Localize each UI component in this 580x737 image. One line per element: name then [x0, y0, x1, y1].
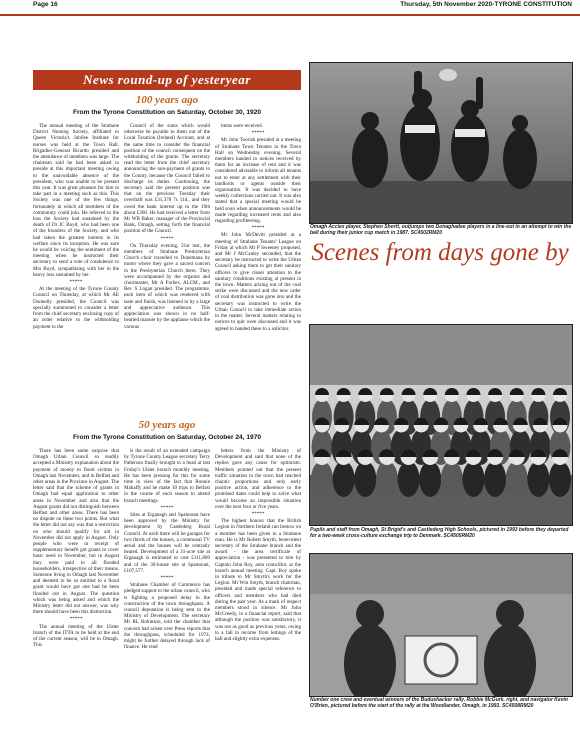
star-divider: ***** [251, 130, 265, 137]
feature-title: News round-up of yesteryear [33, 70, 301, 90]
star-divider: ***** [160, 504, 174, 511]
school-group-photo-image [310, 325, 572, 525]
group-member-body [398, 461, 420, 497]
section2-column-1 [33, 448, 119, 733]
star-divider: ***** [160, 575, 174, 582]
group-member-body [333, 461, 355, 497]
article-paragraph: is the result of an extended campaign by Tyrone County League secretary Terry Patterson finally brought to a head at last Friday's Ulster branch monthly meeting. He has been pressing for this for some time in view of the fact that Ronnie Mahaffy and he make 10 trips to Belfast in the course of each season to attend branch meetings. [124, 448, 210, 504]
issue-date: Thursday, 5th November 2020-TYRONE CONSTITUTION [400, 1, 572, 8]
group-member-body [527, 461, 549, 497]
rally-crew-photo-image [310, 554, 572, 696]
star-divider: ***** [69, 279, 83, 286]
article-paragraph: The annual meeting of the Ulster branch of the ITTA to be held at the end of the current season, will be in Omagh. This [33, 623, 119, 649]
star-divider: ***** [160, 235, 174, 242]
section2-column-2 [124, 448, 210, 733]
article-paragraph: Mr John Toorish presided at a meeting of Strabane Town Tenants in the Town Hall on Wednesday evening. Several members handed in notices received by them for an increase of rent and it was considered advisable to inform all tenants not to enter at any settlement with their landlords or agents outside their organisation. It was decided to have weekly collections carried out. It was also stated that a special meeting would be held soon when announcements would be made regarding increased rents and also regarding profiteering. [215, 137, 301, 225]
section1-column-3 [215, 123, 301, 415]
article-paragraph: Mr John McDevitt presided at a meeting of Strabane Tenants' League on Friday at which Mr P Sweeney proposed, and Mr J McCauley seconded, that the secretary be instructed to write the Urban Council asking them to get their sanitary officers to give closer attention to the sanitary conditions existing at present in the town. Matters arising out of the coal strike were discussed and the new order of coal distribution was gone into and the secretary was instructed to write the Urban Council to take immediate action in the matter. Several matters relating to notices to quit were discussed and it was agreed to handed these to a solicitor. [215, 232, 301, 332]
rally-crew-photo-caption: Number one crew and eventual winners of the Budushacker rally, Robbie McGurk, right, and navigator Kevin O'Brien, pictured before the start of the rally at the Woodlander, Omagh, in 1993. SC4508RM20 [310, 697, 568, 709]
article-paragraph: The annual meeting of the Strabane District Nursing Society, affiliated to Queen Victoria's Jubilee Institute for nurses was held at the Town Hall. Brigadier-General Ricardo presided and the attendance of members was large. The chairman said he had been asked to preside at this important meeting owing to the unavoidable absence of the president, who was unable to be present this year. It was great pleasure for him to take part in a meeting such as this. This Society was one of the few things, fortunately in which all members of the community could join. He referred to the loss the Society had sustained by the death of Dr JC Boyd, who had been one of the founders of the Society, and who had taken the greatest interest in its welfare since its inception. He was sure he would be voicing the sentiment of the meeting when he instructed their secretary to send a vote of condolence to Mrs Boyd, sympathising with her in the heavy loss sustained by her. [33, 123, 119, 278]
article-paragraph: Council of the sums which would otherwise be payable to them out of the Local Taxation (Ireland) Account, and at the same time to consider the financial position of the council consequent on the withholding of the grants. The secretary read the letter from the chief secretary announcing the non-payment of grants to the County, because the Council failed to discharge its duties. Continuing, the secretary said the present position was that on the previous Tuesday their overdraft was £31,378 7s 11d., and they owed the bank interest up to the 19th about £360. He had received a letter from Mr WB Baker, manager of the Provincial Bank, Omagh, setting forth the financial position of the Council. [124, 123, 210, 235]
group-member-body [484, 461, 506, 497]
section1-heading: 100 years ago [135, 94, 199, 106]
rugby-photo [309, 62, 573, 224]
article-paragraph: Strabane Chamber of Commerce has pledged support to the urban council, who is fighting a proposed delay in the construction of the town throughpass. A council deputation is being sent to the Ministry of Development. The secretary Mr RL Robinson, told the chamber that concern had arisen over Press reports that the throughpass, scheduled for 1974, might be further delayed through lack of finance. He read [124, 582, 210, 651]
school-group-photo-caption: Pupils and staff from Omagh, St Brigid's and Castlederg High Schools, pictured in 1993 before they departed for a two-week cross-culture exchange trip to Denmark. SC4505RM20 [310, 527, 569, 539]
group-member-body [376, 461, 398, 497]
rugby-photo-caption: Omagh Accies player, Stephen Shortt, outjumps two Donaghadee players in a line-out in an attempt to win the ball during their junior cup match in 1987. SC4502RM20 [310, 224, 572, 236]
article-paragraph: On Thursday evening, 21st inst, the members of Strabane Presbyterian Church choir travelled to Donemana by motor where they gave a sacred concert in the Presbyterian Church there. They were accompanied by the organist and choirmaster, Mr A Forbes, ALCM., and Rev S Logan presided. The programme, each item of which was rendered with taste and finish, was listened to by a large and appreciative audience. This appreciation was shown in no half-hearted manner by the applause which the various [124, 242, 210, 330]
article-paragraph: items were received. [221, 123, 264, 129]
group-member-body [354, 461, 376, 497]
rally-crew-photo [309, 553, 573, 697]
section2-heading: 50 years ago [138, 419, 196, 431]
group-member-body [311, 461, 333, 497]
section1-column-2 [124, 123, 210, 415]
article-paragraph: At the meeting of the Tyrone County Council on Thursday, at which Mr AE Donnelly presided, the Council was specially summoned to consider a letter from the chief secretary enclosing copy of an order relative to the withholding payment to the [33, 286, 119, 330]
section1-column-1 [33, 123, 119, 415]
star-divider: ***** [69, 616, 83, 623]
page-header [0, 0, 580, 16]
group-member-body [549, 461, 571, 497]
page-number: Page 16 [33, 1, 58, 8]
section1-subheading: From the Tyrone Constitution on Saturday, October 30, 1920 [72, 109, 262, 116]
group-member-body [462, 461, 484, 497]
article-paragraph: Sites at Erganagh and Spamount have been approved by the Ministry for development by Castlederg Rural Council. At each there will be garages for two thirds of the houses, a communal TV aerial and the houses will be centrally heated. Development of a 31-acre site at Erganagh is estimated to cost £111,800 and of the 30-house site at Spamount, £107,577. [124, 512, 210, 574]
article-paragraph: There has been some surprise that Omagh Urban Council so readily accepted a Ministry explanation about the payment of money to flood victims in Omagh last November, and in Belfast and other areas in the Province in August. The letter said that the scheme of grants in Omagh had equal application to other areas in November and also that the August grants did not distinguish between Belfast and other areas. There has been no dispute on these two points. But what the letter did not say was that a restriction on who should qualify for aid in November did not apply in August. Only people who were in receipt of supplementary benefit got grants to cover basic need in November, but in August they were paid to all flooded householders, irrespective of their means. Someone living in Omagh last November and deemed to be so entitled to a flood grant would have got one had he been flooded out in August. The question which was being asked and which the Ministry letter did not answer, was why there should have been this distinction. [33, 448, 119, 616]
group-member-body [419, 461, 441, 497]
group-member-body [441, 461, 463, 497]
star-divider: ***** [251, 511, 265, 518]
article-paragraph: letters from the Ministry of Development and said that none of the replies gave any cause for optimism. Members pointed out that the present traffic situation in the town had reached chaotic proportions and only early positive action, and adherence to the promised dates could help to solve what would become an impossible situation over the next four or five years. [215, 448, 301, 510]
scenes-headline: Scenes from days gone by [311, 239, 569, 266]
section2-column-3 [215, 448, 301, 733]
rugby-photo-image [310, 63, 572, 223]
school-group-photo [309, 324, 573, 526]
section2-subheading: From the Tyrone Constitution on Saturday, October 24, 1970 [72, 434, 262, 441]
star-divider: ***** [251, 225, 265, 232]
group-member-body [506, 461, 528, 497]
article-paragraph: The highest honour that the British Legion in Northern Ireland can bestow on a member has been given to a Strabane man. He is Mr Robert Smyth, benevolent secretary of the Strabane branch and the award - the area certificate of appreciation - was presented to him by Captain John Roy, area councillor, at the branch annual meeting. Capt. Roy spoke in tribute to Mr Smyth's work for the Legion. Mr Wm Smyth, branch chairman, presided and made special reference to officers and members who had died during the past year. As a mark of respect members stood in silence. Mr John McCreedy, in a financial report, said that although the position was satisfactory, it was not as good as previous years, owing to a fall in income from lettings of the hall and slightly extra expenses. [215, 518, 301, 643]
